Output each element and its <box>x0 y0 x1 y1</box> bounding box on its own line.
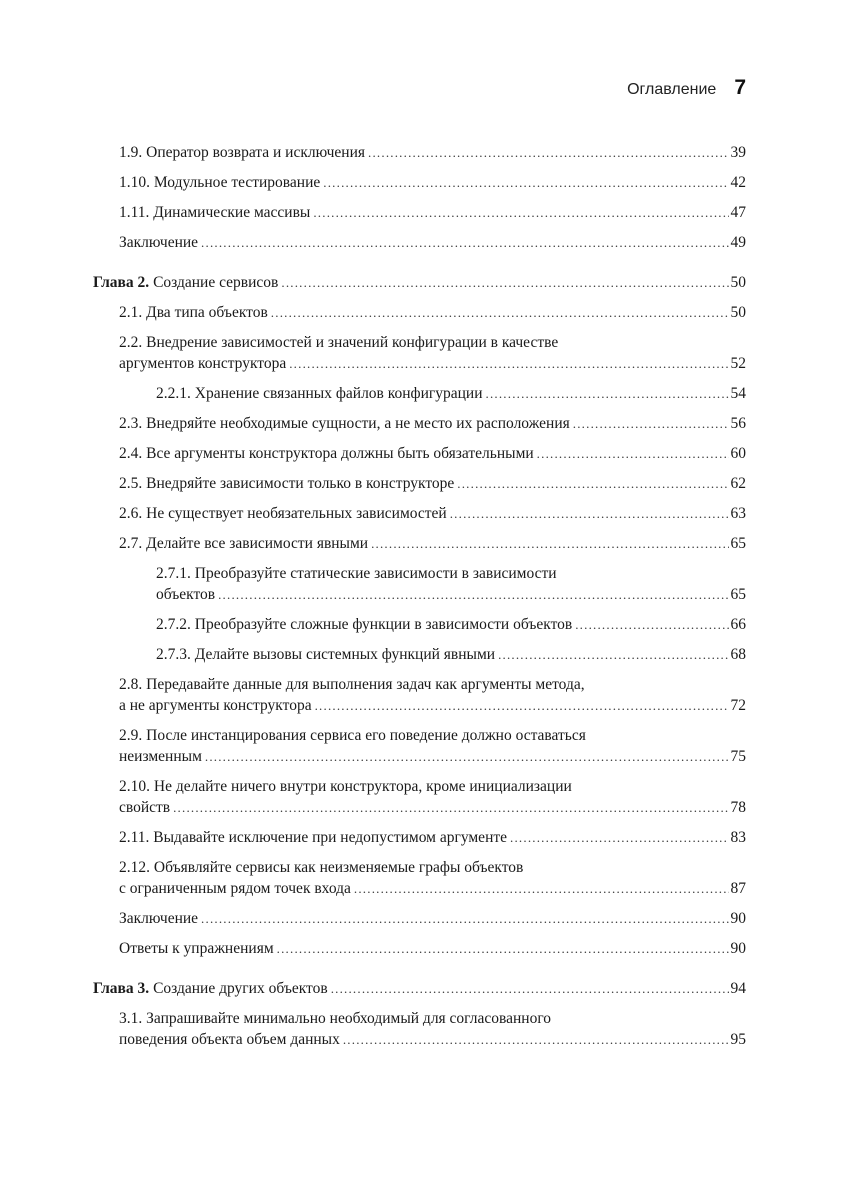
toc-entry-title <box>119 334 558 351</box>
toc-entry-line <box>119 473 746 494</box>
toc-entry-title <box>119 1010 551 1027</box>
toc-entry-text: 2.7.3. Делайте вызовы системных функций явными <box>156 646 496 663</box>
toc-page-number: 65 <box>730 535 746 552</box>
dot-leader <box>289 353 728 374</box>
toc-page-number: 94 <box>730 980 746 997</box>
toc-page-number: 65 <box>730 586 746 603</box>
toc-page-number: 63 <box>730 505 746 522</box>
toc-entry <box>93 302 746 323</box>
toc-entry <box>93 776 746 818</box>
toc-chapter-entry <box>93 272 746 293</box>
dot-leader <box>205 746 729 767</box>
toc-entry-line <box>119 443 746 464</box>
toc-entry-title <box>119 727 586 744</box>
toc-entry-line <box>93 272 746 293</box>
toc-entry-title <box>119 797 170 818</box>
toc-entry <box>93 383 746 404</box>
toc-entry-title <box>119 232 198 253</box>
toc-entry-line <box>156 614 746 635</box>
toc-page-number: 83 <box>730 829 746 846</box>
dot-leader <box>331 978 729 999</box>
toc-entry-text: 2.3. Внедряйте необходимые сущности, а не место их расположения <box>119 415 570 432</box>
toc-entry-title <box>119 778 572 795</box>
toc-entry-title <box>119 172 320 193</box>
toc-entry-text: 2.1. Два типа объектов <box>119 304 268 321</box>
toc-chapter-entry <box>93 978 746 999</box>
toc-entry-line <box>119 695 746 716</box>
toc-entry <box>93 725 746 767</box>
toc-entry-line <box>119 1029 746 1050</box>
toc-entry-title <box>93 272 278 293</box>
toc-entry-line <box>119 142 746 163</box>
chapter-label: Глава 2. <box>93 274 150 291</box>
toc-entry <box>93 413 746 434</box>
dot-leader <box>510 827 728 848</box>
toc-entry-line <box>119 202 746 223</box>
toc-entry-line <box>93 978 746 999</box>
toc-entry-title <box>119 938 274 959</box>
toc-entry-line <box>119 725 746 746</box>
toc-entry-line <box>119 302 746 323</box>
table-of-contents <box>93 142 746 1059</box>
toc-entry-text: 2.6. Не существует необязательных зависимостей <box>119 505 447 522</box>
toc-entry <box>93 614 746 635</box>
toc-entry-line <box>119 938 746 959</box>
toc-page-number: 49 <box>730 234 746 251</box>
toc-entry <box>93 443 746 464</box>
toc-entry-text: 2.9. После инстанцирования сервиса его поведение должно оставаться <box>119 727 586 744</box>
toc-entry-text: 3.1. Запрашивайте минимально необходимый для согласованного <box>119 1010 552 1027</box>
toc-entry-title <box>156 565 557 582</box>
toc-entry-title <box>119 503 447 524</box>
dot-leader <box>575 614 728 635</box>
toc-entry-title <box>156 644 495 665</box>
toc-entry-line <box>119 776 746 797</box>
toc-page-number: 52 <box>730 355 746 372</box>
toc-entry-line <box>156 584 746 605</box>
toc-entry-title <box>119 202 310 223</box>
toc-entry-title <box>119 746 202 767</box>
dot-leader <box>343 1029 729 1050</box>
toc-entry-title <box>119 353 286 374</box>
toc-entry-line <box>119 413 746 434</box>
toc-entry-title <box>156 383 483 404</box>
toc-entry <box>93 857 746 899</box>
toc-entry-text: 2.12. Объявляйте сервисы как неизменяемые графы объектов <box>119 859 524 876</box>
toc-page-number: 90 <box>730 910 746 927</box>
toc-page-number: 66 <box>730 616 746 633</box>
toc-page-number: 75 <box>730 748 746 765</box>
toc-entry <box>93 503 746 524</box>
dot-leader <box>201 908 728 929</box>
toc-page-number: 50 <box>730 304 746 321</box>
toc-entry-text: неизменным <box>119 748 202 765</box>
toc-entry <box>93 563 746 605</box>
toc-page-number: 60 <box>730 445 746 462</box>
chapter-label: Глава 3. <box>93 980 150 997</box>
dot-leader <box>486 383 729 404</box>
toc-entry-line <box>119 232 746 253</box>
toc-page-number: 62 <box>730 475 746 492</box>
toc-entry-text: 2.8. Передавайте данные для выполнения задач как аргументы метода, <box>119 676 585 693</box>
toc-entry-title <box>119 473 454 494</box>
toc-entry-line <box>119 1008 746 1029</box>
toc-page-number: 50 <box>730 274 746 291</box>
toc-entry-title <box>119 695 312 716</box>
dot-leader <box>537 443 729 464</box>
toc-entry-line <box>119 908 746 929</box>
dot-leader <box>281 272 728 293</box>
toc-entry <box>93 332 746 374</box>
toc-entry-text: 2.5. Внедряйте зависимости только в конструкторе <box>119 475 455 492</box>
toc-entry-line <box>156 563 746 584</box>
toc-entry-text: поведения объекта объем данных <box>119 1031 340 1048</box>
dot-leader <box>371 533 728 554</box>
toc-entry-title <box>93 978 328 999</box>
toc-entry-text: 2.7.2. Преобразуйте сложные функции в зависимости объектов <box>156 616 573 633</box>
toc-entry <box>93 202 746 223</box>
toc-entry <box>93 172 746 193</box>
toc-entry-text: 2.10. Не делайте ничего внутри конструктора, кроме инициализации <box>119 778 572 795</box>
toc-page-number: 72 <box>730 697 746 714</box>
dot-leader <box>173 797 728 818</box>
dot-leader <box>313 202 728 223</box>
toc-entry-line <box>119 503 746 524</box>
toc-page-number: 39 <box>730 144 746 161</box>
toc-entry-line <box>119 878 746 899</box>
dot-leader <box>201 232 728 253</box>
toc-entry-text: 1.10. Модульное тестирование <box>119 174 321 191</box>
toc-entry-line <box>119 746 746 767</box>
toc-entry-line <box>119 332 746 353</box>
toc-entry-title <box>119 878 351 899</box>
toc-entry-line <box>119 674 746 695</box>
dot-leader <box>277 938 729 959</box>
dot-leader <box>354 878 729 899</box>
toc-page-number: 47 <box>730 204 746 221</box>
toc-entry-title <box>119 533 368 554</box>
dot-leader <box>457 473 728 494</box>
toc-entry-text: 2.2. Внедрение зависимостей и значений конфигурации в качестве <box>119 334 559 351</box>
toc-entry-text: 1.11. Динамические массивы <box>119 204 311 221</box>
toc-entry-line <box>119 533 746 554</box>
toc-entry-line <box>156 383 746 404</box>
toc-entry-line <box>119 797 746 818</box>
toc-entry-text: Ответы к упражнениям <box>119 940 274 957</box>
toc-entry-text: а не аргументы конструктора <box>119 697 312 714</box>
toc-entry-text: свойств <box>119 799 171 816</box>
toc-entry <box>93 827 746 848</box>
toc-entry <box>93 473 746 494</box>
toc-entry <box>93 938 746 959</box>
toc-entry-text: 2.11. Выдавайте исключение при недопустимом аргументе <box>119 829 508 846</box>
toc-entry <box>93 142 746 163</box>
toc-page-number: 87 <box>730 880 746 897</box>
toc-entry-title <box>119 908 198 929</box>
toc-page-number: 78 <box>730 799 746 816</box>
running-header <box>627 76 746 100</box>
dot-leader <box>218 584 728 605</box>
dot-leader <box>368 142 728 163</box>
running-title: Оглавление <box>627 81 717 98</box>
dot-leader <box>271 302 729 323</box>
toc-entry-text: аргументов конструктора <box>119 355 287 372</box>
toc-entry-title <box>156 584 215 605</box>
toc-entry-text: 2.7. Делайте все зависимости явными <box>119 535 369 552</box>
toc-entry-title <box>119 302 268 323</box>
toc-entry-text: 2.7.1. Преобразуйте статические зависимости в зависимости <box>156 565 557 582</box>
toc-entry-line <box>119 172 746 193</box>
toc-entry-line <box>156 644 746 665</box>
toc-entry-text: объектов <box>156 586 216 603</box>
toc-entry-text: с ограниченным рядом точек входа <box>119 880 351 897</box>
toc-entry-title <box>119 827 507 848</box>
toc-entry <box>93 644 746 665</box>
toc-entry-text: 1.9. Оператор возврата и исключения <box>119 144 366 161</box>
dot-leader <box>323 172 728 193</box>
toc-entry-title <box>119 413 570 434</box>
toc-entry <box>93 1008 746 1050</box>
toc-entry-title <box>119 859 523 876</box>
toc-page-number: 90 <box>730 940 746 957</box>
toc-entry-text: 2.4. Все аргументы конструктора должны быть обязательными <box>119 445 534 462</box>
toc-entry-line <box>119 857 746 878</box>
dot-leader <box>450 503 729 524</box>
toc-page-number: 95 <box>730 1031 746 1048</box>
toc-entry <box>93 533 746 554</box>
toc-page-number: 42 <box>730 174 746 191</box>
toc-page-number: 54 <box>730 385 746 402</box>
toc-entry-title <box>156 614 572 635</box>
toc-entry-text: Создание других объектов <box>153 980 328 997</box>
toc-entry-title <box>119 142 365 163</box>
page-number: 7 <box>734 76 746 99</box>
toc-entry-line <box>119 353 746 374</box>
toc-entry-text: Заключение <box>119 910 199 927</box>
toc-entry <box>93 232 746 253</box>
toc-entry-text: 2.2.1. Хранение связанных файлов конфигурации <box>156 385 483 402</box>
toc-page-number: 56 <box>730 415 746 432</box>
toc-entry-title <box>119 1029 340 1050</box>
toc-page-number: 68 <box>730 646 746 663</box>
toc-entry-text: Заключение <box>119 234 199 251</box>
toc-entry <box>93 674 746 716</box>
dot-leader <box>498 644 728 665</box>
toc-entry-line <box>119 827 746 848</box>
dot-leader <box>315 695 729 716</box>
toc-entry <box>93 908 746 929</box>
toc-entry-title <box>119 443 534 464</box>
toc-entry-text: Создание сервисов <box>153 274 279 291</box>
toc-entry-title <box>119 676 585 693</box>
dot-leader <box>573 413 729 434</box>
